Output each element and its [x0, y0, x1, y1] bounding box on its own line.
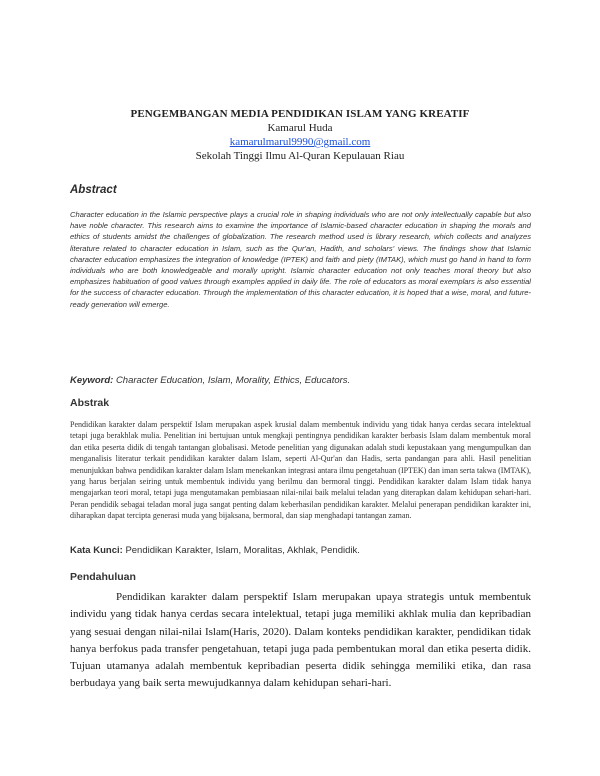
- kata-kunci-line: [70, 545, 360, 556]
- keyword-text: Character Education, Islam, Morality, Ethics, Educators.: [115, 375, 351, 386]
- abstract-text: Character education in the Islamic perspective plays a crucial role in shaping individuals who are not only intellectually capable but also have noble character. This research aims to examine the importance of Islamic-based character education in shaping the morals and ethics of students amidst the challenges of globalization. The research method used is library research, which collects and analyzes literature related to character education in Islam, such as the Qur'an, Hadith, and scholars' views. The findings show that Islamic character education emphasizes the integration of knowledge (IPTEK) and faith and piety (IMTAK), which must go hand in hand to form individuals who are both knowledgeable and morally upright. Islamic character education not only teaches moral theory but also emphasizes habituation of good values through examples applied in daily life. The role of educators as moral exemplars is also essential for the success of character education. Through the implementation of this character education, it is hoped that a wise, moral, and future-ready generation will emerge.: [70, 210, 531, 309]
- author-name: Kamarul Huda: [267, 122, 333, 134]
- author-email-link[interactable]: kamarulmarul9990@gmail.com: [229, 136, 371, 148]
- paper-title: PENGEMBANGAN MEDIA PENDIDIKAN ISLAM YANG KREATIF: [130, 108, 470, 120]
- author-affiliation: Sekolah Tinggi Ilmu Al-Quran Kepulauan Riau: [195, 150, 405, 162]
- kata-kunci-text: Pendidikan Karakter, Islam, Moralitas, Akhlak, Pendidik.: [125, 545, 360, 556]
- kata-kunci-label: Kata Kunci:: [70, 545, 123, 556]
- pendahuluan-paragraph: Pendidikan karakter dalam perspektif Islam merupakan upaya strategis untuk membentuk individu yang tidak hanya cerdas secara intelektual, tetapi juga memiliki akhlak mulia dan kepribadian yang sesuai dengan nilai-nilai Islam(Haris, 2020). Dalam konteks pendidikan karakter, pendidikan tidak hanya berfokus pada transfer pengetahuan, tetapi juga pada pembentukan moral dan etika peserta didik. Tujuan utamanya adalah membentuk kepribadian peserta didik sehingga memiliki etika, dan rasa berbudaya yang baik serta mewujudkannya dalam kehidupan sehari-hari.: [70, 591, 531, 690]
- abstrak-heading: Abstrak: [70, 397, 110, 409]
- pendahuluan-heading: Pendahuluan: [70, 571, 136, 583]
- abstract-heading: Abstract: [70, 184, 117, 196]
- keyword-label: Keyword:: [70, 375, 114, 386]
- keyword-line: [70, 375, 350, 386]
- abstrak-text: Pendidikan karakter dalam perspektif Islam merupakan aspek krusial dalam membentuk individu yang tidak hanya cerdas secara intelektual tetapi juga berakhlak mulia. Penelitian ini bertujuan untuk mengkaji pentingnya pendidikan karakter berbasis Islam dalam membentuk moral dan etika peserta didik di tengah tantangan globalisasi. Metode penelitian yang digunakan adalah studi kepustakaan yang mengumpulkan dan menganalisis literatur terkait pendidikan karakter dalam Islam, seperti Al-Qur'an dan Hadis, serta pandangan para ahli. Hasil penelitian menunjukkan bahwa pendidikan karakter dalam Islam menekankan integrasi antara ilmu pengetahuan (IPTEK) dan iman serta takwa (IMTAK), yang harus berjalan seiring untuk membentuk individu yang berilmu dan bermoral tinggi. Pendidikan karakter dalam Islam tidak hanya mengajarkan teori moral, tetapi juga mengutamakan pembiasaan nilai-nilai baik melalui teladan yang diterapkan dalam kehidupan sehari-hari. Peran pendidik sebagai teladan moral juga sangat penting dalam keberhasilan pendidikan karakter. Melalui penerapan pendidikan karakter ini, diharapkan dapat tercipta generasi muda yang bijaksana, bermoral, dan siap menghadapi tantangan zaman.: [70, 420, 531, 521]
- title-block: [0, 108, 600, 162]
